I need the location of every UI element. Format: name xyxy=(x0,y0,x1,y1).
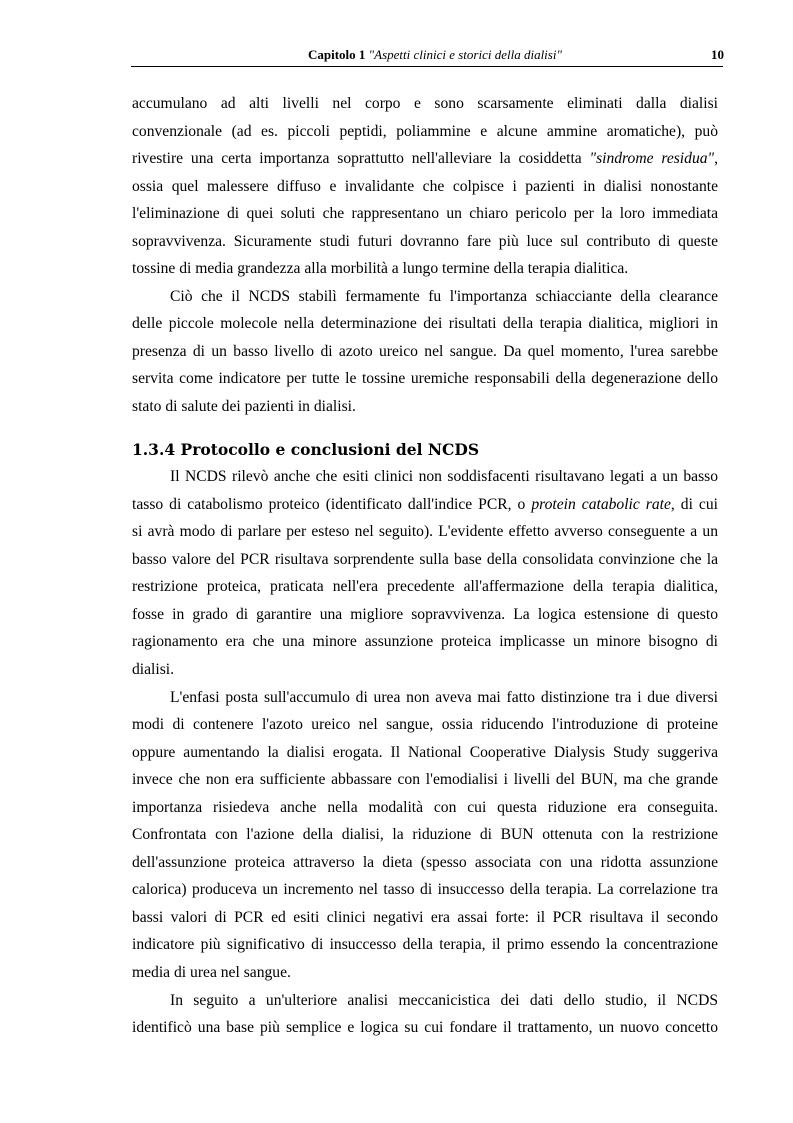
text-line: dialisi. xyxy=(132,661,175,678)
text-line: sopravvivenza. Sicuramente studi futuri dovranno fare più luce sul contributo di queste xyxy=(132,233,718,250)
text-line: presenza di un basso livello di azoto ureico nel sangue. Da quel momento, l'urea sarebbe xyxy=(132,343,718,360)
text-line: Il NCDS rilevò anche che esiti clinici non soddisfacenti risultavano legati a un basso xyxy=(170,468,718,485)
text-line: servita come indicatore per tutte le tossine uremiche responsabili della degenerazione dello xyxy=(132,370,718,387)
chapter-label: Capitolo 1 xyxy=(308,47,366,62)
text-line: stato di salute dei pazienti in dialisi. xyxy=(132,398,356,415)
header-divider xyxy=(131,66,723,67)
text-line-end: , di cui xyxy=(670,496,718,513)
text-line: basso valore del PCR risultava sorprendente sulla base della consolidata convinzione che la xyxy=(132,551,718,568)
text-line: bassi valori di PCR ed esiti clinici negativi era assai forte: il PCR risultava il secondo xyxy=(132,909,718,926)
text-line: importanza risiedeva anche nella modalità con cui questa riduzione era conseguita. xyxy=(132,799,718,816)
text-line: l'eliminazione di quei soluti che rappresentano un chiaro pericolo per la loro immediata xyxy=(132,205,718,222)
text-line xyxy=(132,496,718,514)
section-heading: 1.3.4 Protocollo e conclusioni del NCDS xyxy=(132,440,480,459)
text-line: indicatore più significativo di insuccesso della terapia, il primo essendo la concentrazione xyxy=(132,936,718,953)
text-line: delle piccole molecole nella determinazione dei risultati della terapia dialitica, migliori in xyxy=(132,315,718,332)
page-number: 10 xyxy=(711,47,724,62)
text-line: fosse in grado di garantire una migliore sopravvivenza. La logica estensione di questo xyxy=(132,606,718,623)
chapter-header xyxy=(308,47,562,63)
text-line: convenzionale (ad es. piccoli peptidi, poliammine e alcune ammine aromatiche), può xyxy=(132,123,718,140)
text-line: ossia quel malessere diffuso e invalidante che colpisce i pazienti in dialisi nonostante xyxy=(132,178,718,195)
text-line: oppure aumentando la dialisi erogata. Il National Cooperative Dialysis Study suggeriva xyxy=(132,744,718,761)
text-line: invece che non era sufficiente abbassare con l'emodialisi i livelli del BUN, ma che grande xyxy=(132,771,718,788)
text-line: identificò una base più semplice e logica su cui fondare il trattamento, un nuovo concetto xyxy=(132,1019,718,1036)
chapter-title: "Aspetti clinici e storici della dialisi" xyxy=(368,47,562,62)
text-line: ragionamento era che una minore assunzione proteica implicasse un minore bisogno di xyxy=(132,633,718,650)
text-line: modi di contenere l'azoto ureico nel sangue, ossia riducendo l'introduzione di proteine xyxy=(132,716,718,733)
text-line: Ciò che il NCDS stabilì fermamente fu l'importanza schiacciante della clearance xyxy=(170,288,718,305)
text-line: accumulano ad alti livelli nel corpo e sono scarsamente eliminati dalla dialisi xyxy=(132,95,718,112)
text-line: calorica) produceva un incremento nel tasso di insuccesso della terapia. La correlazione tra xyxy=(132,881,718,898)
text-line: Confrontata con l'azione della dialisi, la riduzione di BUN ottenuta con la restrizione xyxy=(132,826,718,843)
text-line: In seguito a un'ulteriore analisi meccanicistica dei dati dello studio, il NCDS xyxy=(170,992,718,1009)
italic-term: "sindrome residua" xyxy=(589,150,715,167)
text-line: si avrà modo di parlare per esteso nel seguito). L'evidente effetto avverso conseguente a un xyxy=(132,523,718,540)
text-line: media di urea nel sangue. xyxy=(132,964,291,981)
text-line: L'enfasi posta sull'accumulo di urea non aveva mai fatto distinzione tra i due diversi xyxy=(170,689,718,706)
text-line: tossine di media grandezza alla morbilità a lungo termine della terapia dialitica. xyxy=(132,260,629,277)
text-line: restrizione proteica, praticata nell'era precedente all'affermazione della terapia dialitica, xyxy=(132,578,718,595)
text-line xyxy=(132,150,718,168)
text-line: dell'assunzione proteica attraverso la dieta (spesso associata con una ridotta assunzione xyxy=(132,854,718,871)
italic-term: protein catabolic rate xyxy=(531,496,671,513)
text-line-end: , xyxy=(714,150,718,167)
text-line-start: rivestire una certa importanza soprattutto nell'alleviare la cosiddetta xyxy=(132,150,590,167)
running-header xyxy=(132,45,724,65)
text-line-start: tasso di catabolismo proteico (identificato dall'indice PCR, o xyxy=(132,496,532,513)
